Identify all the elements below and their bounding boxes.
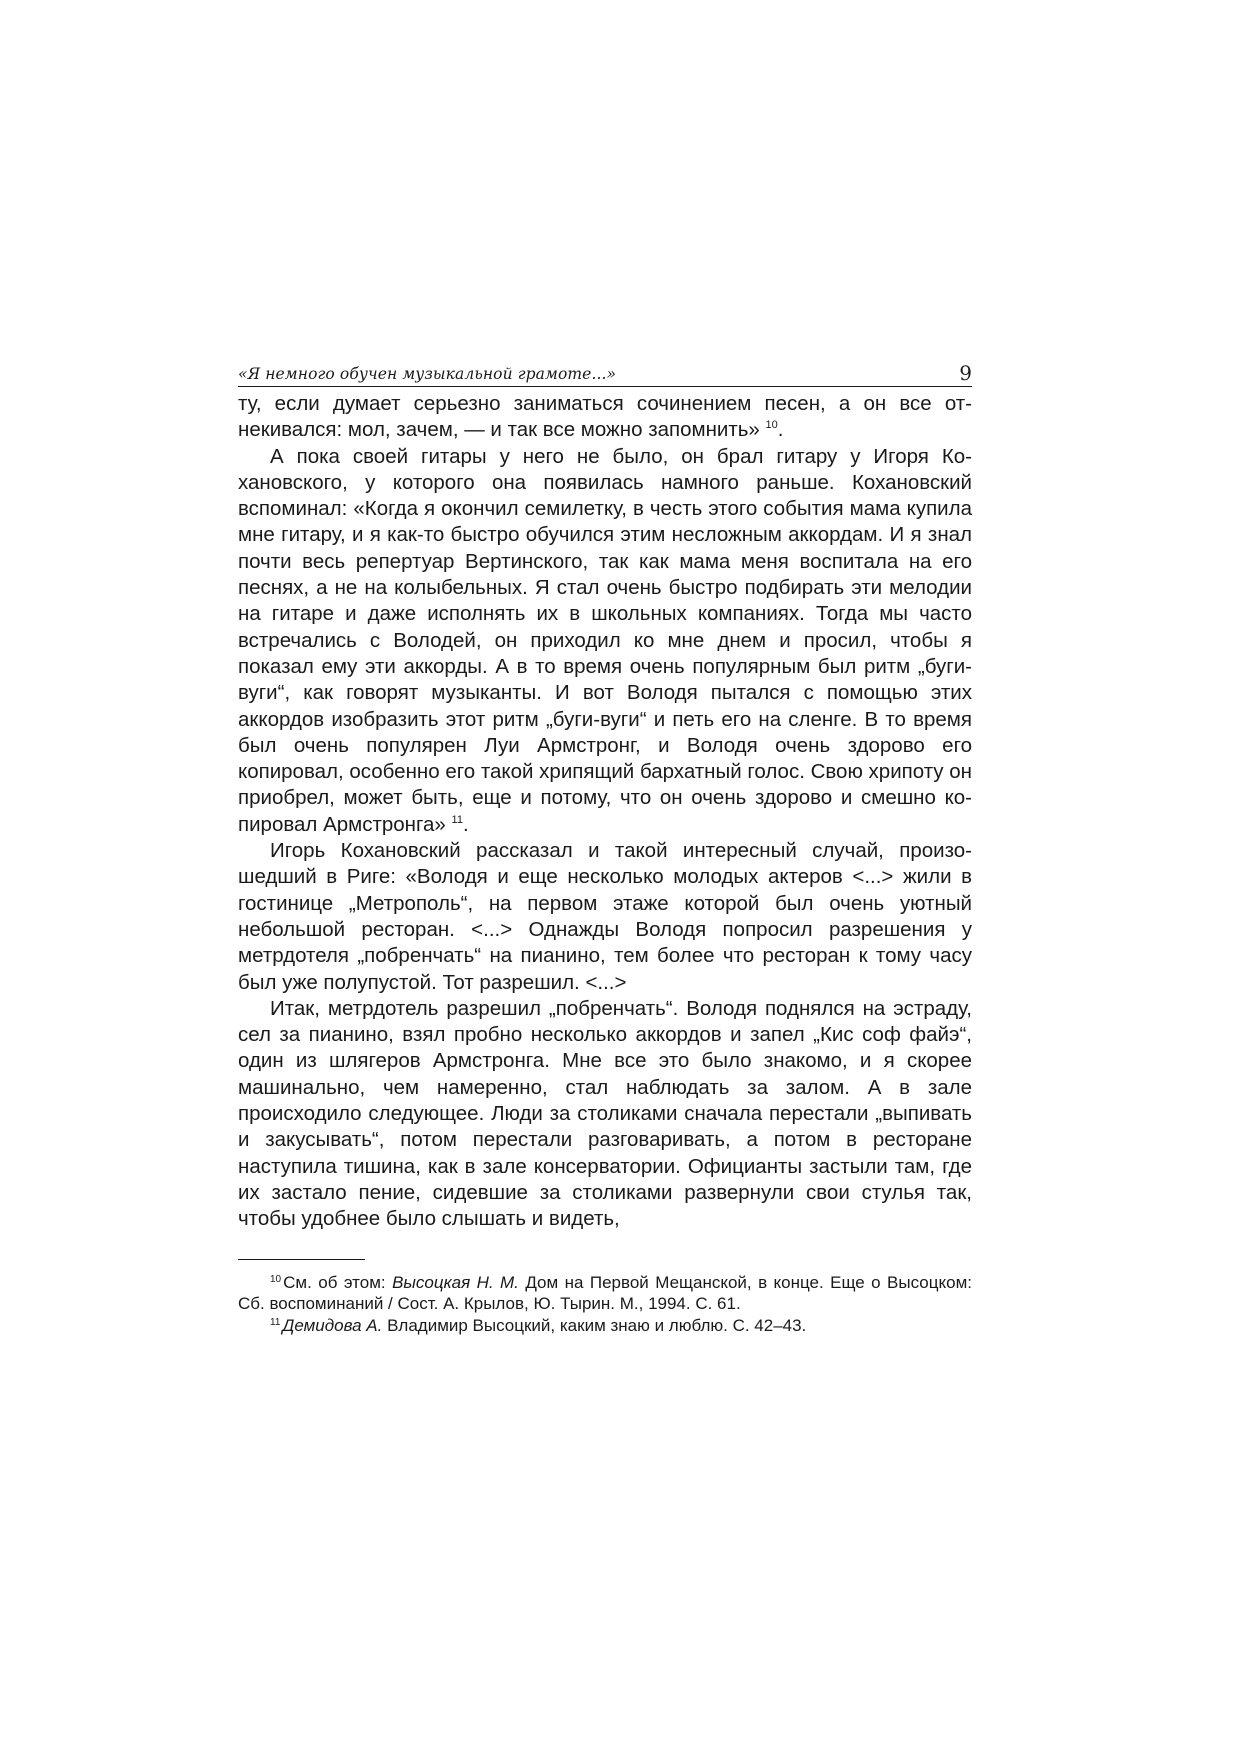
- running-header: [238, 363, 972, 387]
- footnote-number: 10: [270, 1273, 282, 1285]
- footnote-10: $^{10}$ См. об этом: Высоцкая Н. М. Дом на Первой Мещанской, в конце. Еще о Высоцком: Сб. воспоминаний / Сост. А. Крылов, Ю. Тырин. М., 1994. С. 61.: [238, 1272, 972, 1313]
- footnote-11: $^{11}$ Демидова А. Владимир Высоцкий, каким знаю и люблю. С. 42–43.: [270, 1315, 807, 1335]
- footnote-author: Демидова А.: [282, 1315, 383, 1335]
- running-title: «Я немного обучен музыкальной грамоте...»: [238, 365, 617, 383]
- page-number: 9: [959, 361, 972, 385]
- footnotes: [238, 1272, 972, 1337]
- paragraph-3: Игорь Кохановский рассказал и такой интересный случай, произошедший в Риге: «Володя и еще несколько молодых актеров <...> жили в гостинице „Метрополь“, на первом этаже которой был очень уютный небольшой ресторан. <...> Однажды Володя попросил разрешения у метрдотеля „побренчать“ на пианино, тем более что ресторан к тому часу был уже полупустой. Тот разрешил. <...>: [238, 839, 972, 994]
- paragraph-4: Итак, метрдотель разрешил „побренчать“. Володя поднялся на эстраду, сел за пианино, взял пробно несколько аккордов и запел „Кис соф файэ“, один из шлягеров Армстронга. Мне все это было знакомо, и я скорее машинально, чем намеренно, стал наблюдать за залом. А в зале происходило следующее. Люди за столиками сначала перестали „выпивать и закусывать“, потом перестали разговаривать, а потом в ресторане наступила тишина, как в зале консерватории. Официанты застыли там, где их застало пение, сидевшие за столиками развернули свои стулья так, чтобы удобнее было слышать и видеть,: [238, 996, 972, 1231]
- footnote-number: 11: [270, 1316, 281, 1328]
- footnote-author: Высоцкая Н. М.: [392, 1272, 519, 1292]
- paragraph-2: А пока своей гитары у него не было, он брал гитару у Игоря Кохановского, у которого она появилась намного раньше. Кохановский вспоминал: «Когда я окончил семилетку, в честь этого события мама купила мне гитару, и я как-то быстро обучился этим несложным аккордам. И я знал почти весь репертуар Вертинского, так как мама меня воспитала на его песнях, а не на колыбельных. Я стал очень быстро подбирать эти мелодии на гитаре и даже исполнять их в школьных компаниях. Тогда мы часто встречались с Володей, он приходил ко мне днем и просил, чтобы я показал ему эти аккорды. А в то время очень популярным был ритм „буги-вуги“, как говорят музыканты. И вот Володя пытался с помощью этих аккордов изобразить этот ритм „буги-вуги“ и петь его на сленге. В то время был очень популярен Луи Армстронг, и Володя очень здорово его копировал, особенно его такой хрипящий бархатный голос. Свою хрипоту он приобрел, может быть, еще и потому, что он очень здорово и смешно копировал Армстронга» $^{11}$.: [238, 444, 972, 836]
- footnote-ref-10[interactable]: 10: [765, 419, 778, 432]
- main-text: [238, 391, 972, 1233]
- footnote-divider: [238, 1259, 365, 1260]
- book-page: [238, 363, 972, 1336]
- footnote-ref-11[interactable]: 11: [451, 813, 463, 826]
- paragraph-1: ту, если думает серьезно заниматься сочинением песен, а он все отнекивался: мол, зачем, — и так все можно запомнить» $^{10}$.: [238, 392, 972, 442]
